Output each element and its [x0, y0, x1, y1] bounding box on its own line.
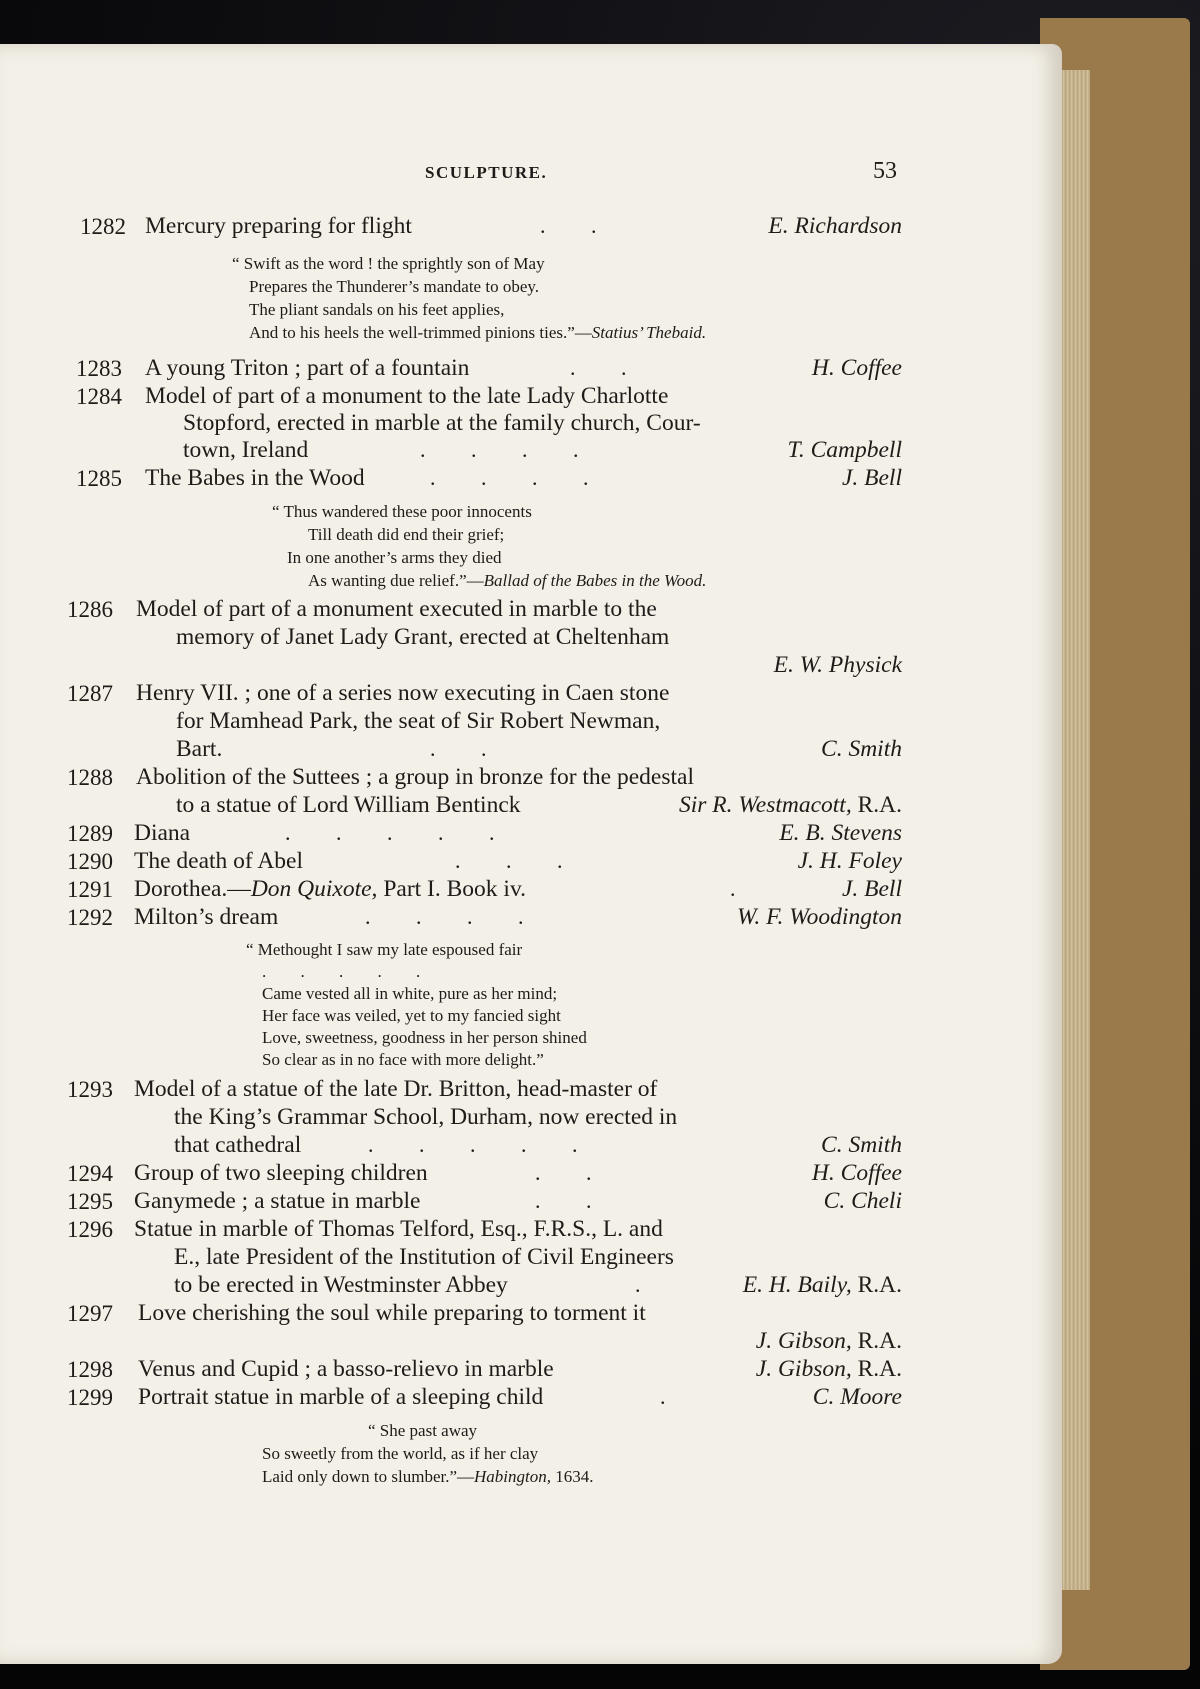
catalogue-number: 1299 [67, 1385, 113, 1410]
verse-line: “ Thus wandered these poor innocents [272, 502, 532, 521]
verse-line: “ Methought I saw my late espoused fair [246, 940, 523, 959]
artist-name: J. Gibson, [755, 1356, 852, 1382]
running-head: SCULPTURE. [425, 163, 548, 182]
work-title-continued: that cathedral [174, 1132, 302, 1158]
work-title-continued: to a statue of Lord William Bentinck [176, 792, 521, 818]
work-title: Model of part of a monument to the late Lady Charlotte [145, 383, 669, 409]
work-title: Model of a statue of the late Dr. Britton, head-master of [134, 1076, 658, 1102]
artist-honorific: R.A. [857, 1328, 902, 1354]
leader-dots: . . . . [365, 904, 524, 929]
work-title-continued: E., late President of the Institution of Civil Engineers [174, 1244, 674, 1270]
leader-dots: . [730, 876, 736, 901]
verse-text: And to his heels the well-trimmed pinions ties.”— [249, 323, 592, 342]
work-title-continued: to be erected in Westminster Abbey [174, 1272, 508, 1298]
catalogue-number: 1291 [67, 877, 113, 902]
work-title: Abolition of the Suttees ; a group in bronze for the pedestal [136, 764, 694, 790]
work-title-text: Dorothea.— [134, 876, 251, 902]
work-title: The Babes in the Wood [145, 465, 365, 491]
verse-source: Habington, [474, 1467, 551, 1486]
catalogue-number: 1297 [67, 1301, 113, 1326]
leader-dots: . . [540, 213, 597, 238]
artist-honorific: R.A. [857, 792, 902, 818]
work-title: Henry VII. ; one of a series now executing in Caen stone [136, 680, 670, 706]
catalogue-number: 1282 [80, 214, 126, 239]
work-title-italic: Don Quixote, [250, 876, 378, 902]
catalogue-number: 1287 [67, 681, 113, 706]
catalogue-number: 1293 [67, 1077, 113, 1102]
verse-line: The pliant sandals on his feet applies, [249, 300, 505, 319]
verse-line: So sweetly from the world, as if her clay [262, 1444, 539, 1463]
artist-name: J. H. Foley [797, 848, 902, 874]
verse-year: 1634. [551, 1467, 594, 1486]
artist-name: C. Cheli [823, 1188, 902, 1214]
artist-name: E. B. Stevens [779, 820, 902, 846]
catalogue-number: 1289 [67, 821, 113, 846]
work-title-continued: memory of Janet Lady Grant, erected at Cheltenham [176, 624, 670, 650]
artist-name: C. Smith [821, 736, 902, 762]
work-title: Mercury preparing for flight [145, 213, 412, 239]
leader-dots: . . [535, 1188, 592, 1213]
verse-line: In one another’s arms they died [287, 548, 502, 567]
work-title: Ganymede ; a statue in marble [134, 1188, 421, 1214]
catalogue-number: 1298 [67, 1357, 113, 1382]
work-title-continued: the King’s Grammar School, Durham, now erected in [174, 1104, 678, 1130]
leader-dots: . [660, 1384, 666, 1409]
catalogue-number: 1284 [76, 384, 122, 409]
page-number: 53 [873, 158, 897, 184]
catalogue-number: 1290 [67, 849, 113, 874]
artist-name: W. F. Woodington [737, 904, 902, 930]
work-title-continued: for Mamhead Park, the seat of Sir Robert Newman, [176, 708, 661, 734]
verse-line: “ Swift as the word ! the sprightly son of May [232, 254, 545, 273]
verse-source: Ballad of the Babes in the Wood. [483, 571, 707, 590]
artist-with-title [743, 1274, 902, 1298]
artist-name: J. Bell [841, 465, 902, 491]
catalogue-number: 1296 [67, 1217, 113, 1242]
leader-dots: . . [535, 1160, 592, 1185]
artist-with-title [756, 1330, 902, 1354]
artist-honorific: R.A. [857, 1356, 902, 1382]
catalogue-number: 1292 [67, 905, 113, 930]
work-title: Milton’s dream [134, 904, 279, 930]
verse-text: Laid only down to slumber.”— [262, 1467, 475, 1486]
artist-name: Sir R. Westmacott, [678, 792, 852, 818]
artist-name: H. Coffee [811, 355, 902, 381]
work-title [134, 878, 526, 902]
catalogue-number: 1283 [76, 356, 122, 381]
work-title: Portrait statue in marble of a sleeping child [138, 1384, 544, 1410]
work-title: Love cherishing the soul while preparing to torment it [138, 1300, 646, 1326]
work-title: Diana [134, 820, 191, 846]
verse-text: As wanting due relief.”— [308, 571, 484, 590]
verse-line: Till death did end their grief; [308, 525, 505, 544]
verse-line: Love, sweetness, goodness in her person shined [262, 1028, 587, 1047]
work-title: Statue in marble of Thomas Telford, Esq., F.R.S., L. and [134, 1216, 663, 1242]
artist-honorific: R.A. [857, 1272, 902, 1298]
work-title: Venus and Cupid ; a basso-relievo in marble [138, 1356, 554, 1382]
catalogue-number: 1294 [67, 1161, 113, 1186]
artist-name: C. Moore [812, 1384, 902, 1410]
work-title: Model of part of a monument executed in marble to the [136, 596, 657, 622]
leader-dots: . . [430, 736, 487, 761]
verse-source: Statius’ Thebaid. [591, 323, 707, 342]
verse-line-with-source [249, 324, 706, 341]
verse-line: “ She past away [368, 1421, 478, 1440]
work-title-continued: Stopford, erected in marble at the family church, Cour- [183, 410, 701, 436]
catalogue-number: 1286 [67, 597, 113, 622]
verse-line: Came vested all in white, pure as her mind; [262, 984, 558, 1003]
leader-dots: . . . . [420, 437, 579, 462]
artist-name: H. Coffee [811, 1160, 902, 1186]
work-title: Group of two sleeping children [134, 1160, 428, 1186]
verse-line: Her face was veiled, yet to my fancied sight [262, 1006, 561, 1025]
artist-name: J. Bell [841, 876, 902, 902]
work-title-continued: town, Ireland [183, 437, 309, 463]
work-title-text: Part I. Book iv. [377, 876, 527, 902]
verse-line: So clear as in no face with more delight.” [262, 1050, 544, 1069]
artist-name: T. Campbell [787, 437, 902, 463]
leader-dots: . . . [455, 848, 563, 873]
leader-dots: . . . . [430, 465, 589, 490]
artist-with-title [756, 1358, 902, 1382]
page-edges [1060, 70, 1090, 1590]
catalogue-number: 1285 [76, 466, 122, 491]
artist-with-title [679, 794, 902, 818]
leader-dots: . . . . . [368, 1132, 578, 1157]
artist-name: J. Gibson, [755, 1328, 852, 1354]
work-title: A young Triton ; part of a fountain [145, 355, 470, 381]
artist-name: E. H. Baily, [742, 1272, 852, 1298]
book-page [0, 44, 1062, 1664]
leader-dots: . [635, 1272, 641, 1297]
verse-line-with-source [262, 1468, 594, 1485]
catalogue-number: 1288 [67, 765, 113, 790]
artist-name: C. Smith [821, 1132, 902, 1158]
leader-dots: . . . . . [285, 820, 495, 845]
verse-line: Prepares the Thunderer’s mandate to obey. [249, 277, 540, 296]
work-title-continued: Bart. [176, 736, 223, 762]
artist-name: E. W. Physick [773, 652, 902, 678]
catalogue-number: 1295 [67, 1189, 113, 1214]
artist-name: E. Richardson [768, 213, 902, 239]
work-title: The death of Abel [134, 848, 304, 874]
verse-ellipsis: . . . . . [262, 962, 421, 981]
verse-line-with-source [308, 572, 706, 589]
leader-dots: . . [570, 355, 627, 380]
